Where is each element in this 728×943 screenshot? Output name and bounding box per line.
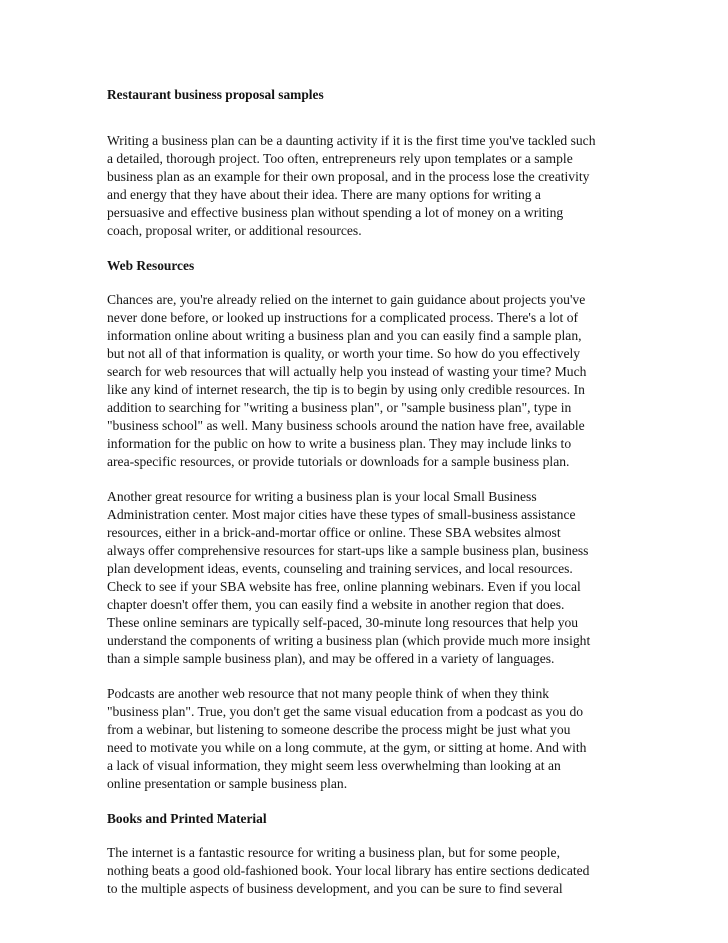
paragraph-line: understand the components of writing a business plan (which provide much more insight bbox=[107, 633, 591, 648]
paragraph-line: coach, proposal writer, or additional resources. bbox=[107, 223, 362, 238]
document-title: Restaurant business proposal samples bbox=[107, 87, 324, 102]
paragraph-line: plan development ideas, events, counseling and training services, and local resources. bbox=[107, 561, 573, 576]
paragraph-line: always offer comprehensive resources for start-ups like a sample business plan, business bbox=[107, 543, 589, 558]
sba-paragraph bbox=[107, 488, 630, 668]
paragraph-line: persuasive and effective business plan without spending a lot of money on a writing bbox=[107, 205, 564, 220]
paragraph-line: and energy that they have about their idea. There are many options for writing a bbox=[107, 187, 541, 202]
intro-paragraph bbox=[107, 132, 630, 240]
paragraph-line: a lack of visual information, they might seem less overwhelming than looking at an bbox=[107, 758, 561, 773]
paragraph-line: Podcasts are another web resource that not many people think of when they think bbox=[107, 686, 550, 701]
section-heading-web-resources: Web Resources bbox=[107, 258, 195, 273]
paragraph-line: information online about writing a business plan and you can easily find a sample plan, bbox=[107, 328, 582, 343]
paragraph-line: area-specific resources, or provide tutorials or downloads for a sample business plan. bbox=[107, 454, 570, 469]
paragraph-line: than a simple sample business plan), and may be offered in a variety of languages. bbox=[107, 651, 555, 666]
paragraph-line: like any kind of internet research, the tip is to begin by using only credible resources. In bbox=[107, 382, 585, 397]
paragraph-line: information for the public on how to write a business plan. They may include links to bbox=[107, 436, 572, 451]
paragraph-line: to the multiple aspects of business development, and you can be sure to find several bbox=[107, 881, 563, 896]
paragraph-line: a detailed, thorough project. Too often, entrepreneurs rely upon templates or a sample bbox=[107, 151, 573, 166]
paragraph-line: search for web resources that will actually help you instead of wasting your time? Much bbox=[107, 364, 587, 379]
paragraph-line: resources, either in a brick-and-mortar office or online. These SBA websites almost bbox=[107, 525, 561, 540]
paragraph-line: never done before, or looked up instructions for a complicated process. There's a lot of bbox=[107, 310, 579, 325]
paragraph-line: online presentation or sample business plan. bbox=[107, 776, 348, 791]
paragraph-line: Administration center. Most major cities have these types of small-business assistance bbox=[107, 507, 576, 522]
paragraph-line: but not all of that information is quality, or worth your time. So how do you effectively bbox=[107, 346, 581, 361]
paragraph-line: Check to see if your SBA website has free, online planning webinars. Even if you local bbox=[107, 579, 581, 594]
paragraph-line: Writing a business plan can be a daunting activity if it is the first time you've tackled such bbox=[107, 133, 596, 148]
podcasts-paragraph bbox=[107, 685, 630, 793]
paragraph-line: addition to searching for "writing a business plan", or "sample business plan", type in bbox=[107, 400, 572, 415]
section-heading-books: Books and Printed Material bbox=[107, 811, 267, 826]
paragraph-line: from a webinar, but listening to someone describe the process might be just what you bbox=[107, 722, 571, 737]
paragraph-line: nothing beats a good old-fashioned book. Your local library has entire sections dedicated bbox=[107, 863, 590, 878]
books-paragraph bbox=[107, 844, 630, 898]
web-resources-paragraph bbox=[107, 291, 630, 471]
paragraph-line: "business plan". True, you don't get the same visual education from a podcast as you do bbox=[107, 704, 584, 719]
paragraph-line: These online seminars are typically self-paced, 30-minute long resources that help you bbox=[107, 615, 579, 630]
paragraph-line: need to motivate you while on a long commute, at the gym, or sitting at home. And with bbox=[107, 740, 587, 755]
paragraph-line: Another great resource for writing a business plan is your local Small Business bbox=[107, 489, 537, 504]
paragraph-line: Chances are, you're already relied on the internet to gain guidance about projects you've bbox=[107, 292, 586, 307]
paragraph-line: business plan as an example for their own proposal, and in the process lose the creativity bbox=[107, 169, 590, 184]
paragraph-line: "business school" as well. Many business schools around the nation have free, available bbox=[107, 418, 585, 433]
paragraph-line: The internet is a fantastic resource for writing a business plan, but for some people, bbox=[107, 845, 560, 860]
paragraph-line: chapter doesn't offer them, you can easily find a website in another region that does. bbox=[107, 597, 565, 612]
